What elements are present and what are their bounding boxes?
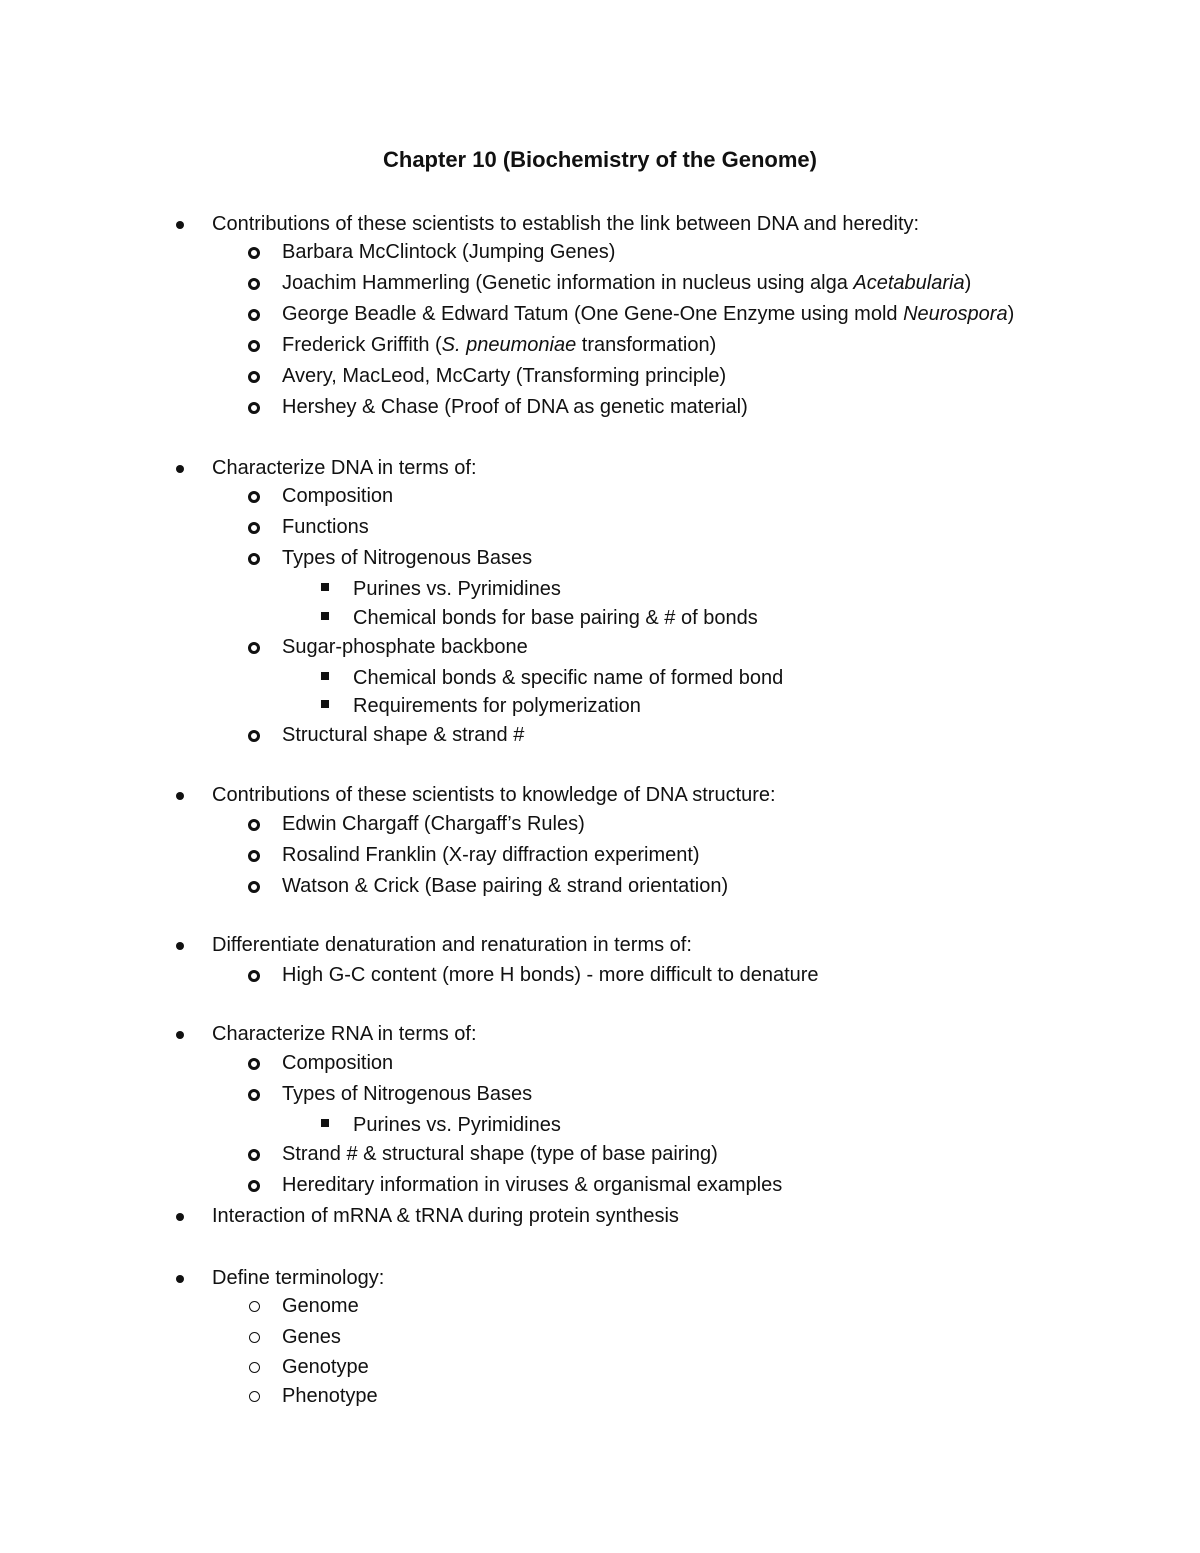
bullet-circle-icon <box>248 278 260 290</box>
bullet-circle-icon <box>248 522 260 534</box>
bullet-square-icon <box>321 1119 329 1127</box>
bullet-disc-icon <box>176 221 184 229</box>
bullet-square-icon <box>321 612 329 620</box>
bullet-circle-icon <box>249 1362 260 1373</box>
bullet-circle-icon <box>248 1058 260 1070</box>
bullet-circle-icon <box>248 881 260 893</box>
bullet-disc-icon <box>176 465 184 473</box>
bullet-disc-icon <box>176 792 184 800</box>
bullet-square-icon <box>321 700 329 708</box>
bullet-disc-icon <box>176 942 184 950</box>
bullet-circle-icon <box>248 491 260 503</box>
bullet-disc-icon <box>176 1031 184 1039</box>
bullet-circle-icon <box>249 1301 260 1312</box>
document-title: Chapter 10 (Biochemistry of the Genome) <box>383 147 817 172</box>
bullet-disc-icon <box>176 1275 184 1283</box>
bullet-circle-icon <box>248 730 260 742</box>
bullet-circle-icon <box>248 371 260 383</box>
bullet-circle-icon <box>248 340 260 352</box>
bullet-circle-icon <box>248 850 260 862</box>
document-page: Chapter 10 (Biochemistry of the Genome) Contributions of these scientists to establish the link between DNA and heredity: Barbara McClintock (Jumping Genes) Joachim Hammerling (Genetic information in nucleus using alga Acetabularia) George Beadle & Edward Tatum (One Gene-One Enzyme using mold Neurospora) Frederick Griffith (S. pneumoniae transformation) Avery, MacLeod, McCarty (Transforming principle) Hershey & Chase (Proof of DNA as genetic material) Characterize DNA in terms of: Composition Functions Types of Nitrogenous Bases Purines vs. Pyrimidines Chemical bonds for base pairing & # of bonds Sugar-phosphate backbone Chemical bonds & specific name of formed bond Requirements for polymerization Structural shape & strand # Contributions of these scientists to knowledge of DNA structure: Edwin Chargaff (Chargaff’s Rules) Rosalind Franklin (X-ray diffraction experiment) Watson & Crick (Base pairing & strand orientation) Differentiate denaturation and renaturation in terms of: High G-C content (more H bonds) - more difficult to denature Characterize RNA in terms of: Composition Types of Nitrogenous Bases Purines vs. Pyrimidines Strand # & structural shape (type of base pairing) Hereditary information in viruses & organismal examples Interaction of mRNA & tRNA during protein synthesis Define terminology: Genome Genes Genotype Phenotype <box>0 0 1200 1553</box>
bullet-circle-icon <box>248 1149 260 1161</box>
bullet-circle-icon <box>249 1332 260 1343</box>
bullet-circle-icon <box>248 309 260 321</box>
bullet-circle-icon <box>248 1180 260 1192</box>
bullet-circle-icon <box>248 553 260 565</box>
bullet-circle-icon <box>248 247 260 259</box>
bullet-circle-icon <box>249 1391 260 1402</box>
bullet-square-icon <box>321 583 329 591</box>
bullet-circle-icon <box>248 819 260 831</box>
bullet-circle-icon <box>248 1089 260 1101</box>
bullet-square-icon <box>321 672 329 680</box>
bullet-circle-icon <box>248 642 260 654</box>
bullet-circle-icon <box>248 402 260 414</box>
bullet-disc-icon <box>176 1213 184 1221</box>
bullet-circle-icon <box>248 970 260 982</box>
